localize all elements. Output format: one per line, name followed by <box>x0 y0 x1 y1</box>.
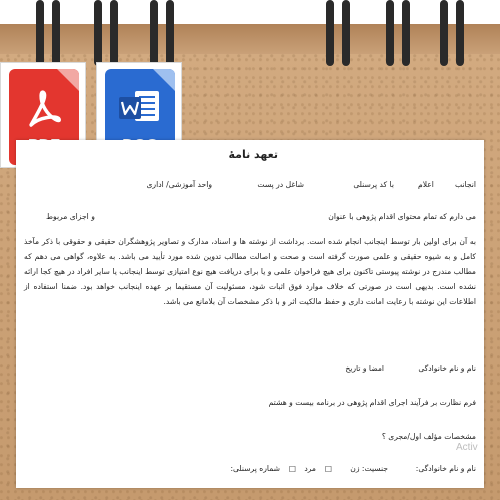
acrobat-logo-icon <box>9 81 79 141</box>
binder-ring <box>456 0 464 66</box>
binder-ring <box>326 0 334 66</box>
author-spec-heading: مشخصات مؤلف اول/مجری ؟ <box>381 432 476 441</box>
name-field-label: نام و نام خانوادگی: <box>415 464 476 473</box>
signature-date-label: امضا و تاریخ <box>345 364 384 373</box>
binder-ring <box>110 0 118 66</box>
watermark-text: Activ <box>456 442 478 453</box>
binder-ring <box>150 0 158 66</box>
gender-field-label: جنسیت: زن <box>350 464 388 473</box>
male-checkbox[interactable]: □ <box>288 464 296 473</box>
binder-ring <box>36 0 44 66</box>
document-paper <box>16 140 484 488</box>
signer-name-label: نام و نام خانوادگی <box>418 364 476 373</box>
board-top-edge <box>0 24 500 54</box>
male-option-label: مرد <box>304 464 316 473</box>
binder-ring <box>166 0 174 66</box>
header-field: شاغل در پست <box>257 180 304 189</box>
header-field: اعلام <box>418 180 434 189</box>
header-field: انجانب <box>454 180 476 189</box>
binder-ring <box>440 0 448 66</box>
statement-line: می دارم که تمام محتوای اقدام پژوهی با عنوان <box>328 212 476 221</box>
binder-ring <box>94 0 102 66</box>
binder-ring <box>52 0 60 66</box>
binder-ring <box>402 0 410 66</box>
word-logo-icon <box>105 79 175 139</box>
personnel-number-label: شماره پرسنلی: <box>230 464 280 473</box>
header-field: واحد آموزشی/ اداری <box>146 180 212 189</box>
female-checkbox[interactable]: □ <box>324 464 332 473</box>
binder-ring <box>386 0 394 66</box>
form-title: فرم نظارت بر فرآیند اجرای اقدام پژوهی در برنامه بیست و هشتم <box>268 398 476 407</box>
declaration-paragraph: به آن برای اولین بار توسط اینجانب انجام شده است. برداشت از نوشته ها و اسناد، مدارک و تصاویر پژوهشگران حقیقی و حقوقی با ذکر مآخذ کامل و به شیوه حقیقی و علمی صورت گرفته است و صحت و اصالت مطالب تدوین شده مورد تأیید می باشد. به علاوه، گواهی می دهم که مطالب مندرج در نوشته پیوستی تاکنون برای هیچ فراخوان علمی و یا برای دریافت هیچ نوع امتیازی توسط اینجانب یا سایر افراد در هیچ کجا ارائه نشده است. بدیهی است در صورتی که خلاف موارد فوق اثبات شود، مسئولیت آن مستقیما بر عهده اینجانب خواهد بود. ضمنا استفاده از اطلاعات این نوشته با رعایت امانت داری و حفظ مالکیت اثر و با ذکر مشخصات آن بلامانع می باشد. <box>24 237 476 306</box>
document-title: تعهد نامۀ <box>228 148 278 161</box>
binder-ring <box>342 0 350 66</box>
statement-line-end: و اجزای مربوط <box>46 212 95 221</box>
header-field: با کد پرسنلی <box>353 180 394 189</box>
